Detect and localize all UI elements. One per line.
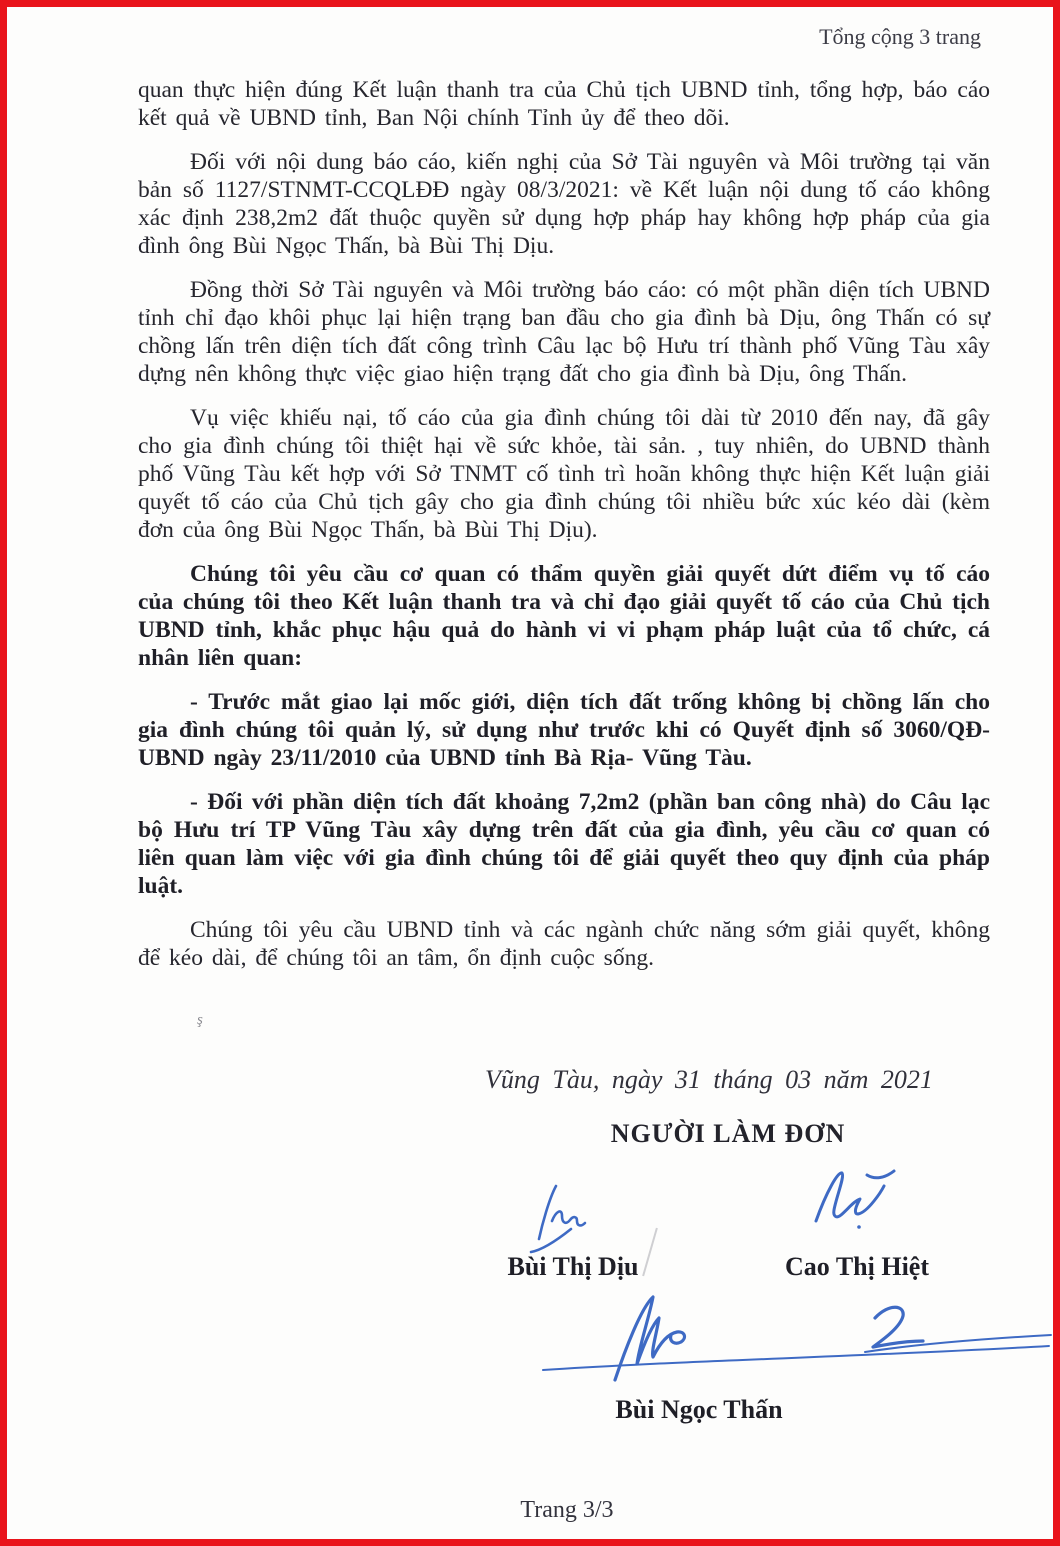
paragraph: quan thực hiện đúng Kết luận thanh tra của Chủ tịch UBND tỉnh, tổng hợp, báo cáo kết quả về UBND tỉnh, Ban Nội chính Tỉnh ủy để theo dõi. bbox=[138, 77, 990, 131]
paragraph: - Đối với phần diện tích đất khoảng 7,2m2 (phần ban công nhà) do Câu lạc bộ Hưu trí TP Vũng Tàu xây dựng trên đất của gia đình, yêu cầu cơ quan có liên quan làm việc với gia đình chúng tôi để giải quyết theo quy định của pháp luật. bbox=[138, 789, 990, 899]
signature-ink-bui-ngoc-than bbox=[535, 1290, 1057, 1386]
paragraph: Vụ việc khiếu nại, tố cáo của gia đình chúng tôi dài từ 2010 đến nay, đã gây cho gia đình chúng tôi thiệt hại về sức khỏe, tài sản. , tuy nhiên, do UBND thành phố Vũng Tàu kết hợp với Sở TNMT cố tình trì hoãn không thực hiện Kết luận giải quyết tố cáo của Chủ tịch gây cho gia đình chúng tôi nhiều bức xúc kéo dài (kèm đơn của ông Bùi Ngọc Thấn, bà Bùi Thị Dịu). bbox=[138, 405, 990, 543]
signature-ink-bui-thi-diu bbox=[525, 1177, 603, 1259]
paragraph: Đối với nội dung báo cáo, kiến nghị của Sở Tài nguyên và Môi trường tại văn bản số 1127/STNMT-CCQLĐĐ ngày 08/3/2021: về Kết luận nội dung tố cáo không xác định 238,2m2 đất thuộc quyền sử dụng hợp pháp hay không hợp pháp của gia đình ông Bùi Ngọc Thấn, bà Bùi Thị Dịu. bbox=[138, 149, 990, 259]
stray-pen-mark: ş bbox=[197, 1012, 203, 1028]
scan-artifact-line bbox=[642, 1228, 658, 1277]
document-body bbox=[138, 76, 990, 972]
signer-name-cao-thi-hiet: Cao Thị Hiệt bbox=[785, 1252, 929, 1281]
signer-block-title: NGƯỜI LÀM ĐƠN bbox=[610, 1119, 846, 1148]
paragraph: - Trước mắt giao lại mốc giới, diện tích đất trống không bị chồng lấn cho gia đình chúng tôi quản lý, sử dụng như trước khi có Quyết định số 3060/QĐ-UBND ngày 23/11/2010 của UBND tỉnh Bà Rịa- Vũng Tàu. bbox=[138, 689, 990, 771]
page-number: Trang 3/3 bbox=[520, 1497, 614, 1523]
signer-name-bui-thi-diu: Bùi Thị Dịu bbox=[507, 1252, 639, 1281]
paragraph: Chúng tôi yêu cầu cơ quan có thẩm quyền giải quyết dứt điểm vụ tố cáo của chúng tôi theo Kết luận thanh tra và chỉ đạo giải quyết tố cáo của Chủ tịch UBND tỉnh, khắc phục hậu quả do hành vi vi phạm pháp luật của tổ chức, cá nhân liên quan: bbox=[138, 561, 990, 671]
paragraph: Đồng thời Sở Tài nguyên và Môi trường báo cáo: có một phần diện tích UBND tỉnh chỉ đạo khôi phục lại hiện trạng ban đầu cho gia đình bà Dịu, ông Thấn có sự chồng lấn trên diện tích đất công trình Câu lạc bộ Hưu trí thành phố Vũng Tàu xây dựng nên không thực việc giao hiện trạng đất cho gia đình bà Dịu, ông Thấn. bbox=[138, 277, 990, 387]
paragraph: Chúng tôi yêu cầu UBND tỉnh và các ngành chức năng sớm giải quyết, không để kéo dài, để chúng tôi an tâm, ổn định cuộc sống. bbox=[138, 917, 990, 971]
date-line: Vũng Tàu, ngày 31 tháng 03 năm 2021 bbox=[485, 1065, 933, 1094]
signer-name-bui-ngoc-than: Bùi Ngọc Thấn bbox=[615, 1395, 783, 1424]
signature-ink-cao-thi-hiet bbox=[807, 1163, 903, 1241]
total-pages-note: Tổng cộng 3 trang bbox=[819, 24, 981, 49]
